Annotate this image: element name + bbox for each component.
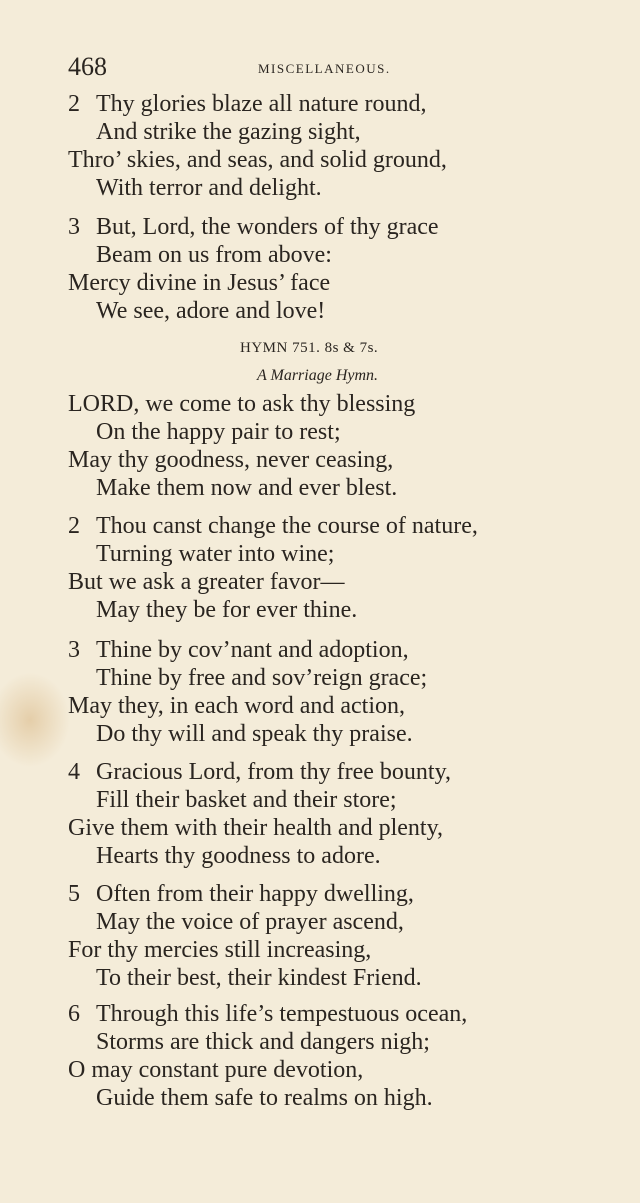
verse-line: But we ask a greater favor— [68,569,345,595]
stanza-number: 4 [68,759,80,785]
stanza-number: 3 [68,637,80,663]
verse-line: On the happy pair to rest; [96,419,341,445]
stanza-number: 5 [68,881,80,907]
verse-line: And strike the gazing sight, [96,119,361,145]
stanza [68,1000,467,1112]
verse-line: May thy goodness, never ceasing, [68,447,394,473]
verse-line: 3 But, Lord, the wonders of thy grace [68,214,439,240]
stanza [68,636,427,748]
verse-line: 2 Thy glories blaze all nature round, [68,91,427,117]
verse-line: Thro’ skies, and seas, and solid ground, [68,147,447,173]
verse-line: Give them with their health and plenty, [68,815,444,841]
stanza [68,758,451,870]
verse-line: 5 Often from their happy dwelling, [68,881,414,907]
stanza-number: 2 [68,513,80,539]
page-number: 468 [68,52,107,81]
verse-line: Make them now and ever blest. [96,475,398,501]
verse-line: O may constant pure devotion, [68,1057,364,1083]
verse-line: LORD, we come to ask thy blessing [68,391,416,417]
running-head: MISCELLANEOUS. [258,61,391,76]
stanza [68,390,415,502]
verse-line: Beam on us from above: [96,242,332,268]
verse-line: May the voice of prayer ascend, [96,909,404,935]
verse-line: To their best, their kindest Friend. [96,965,422,991]
verse-line: Thine by free and sov’reign grace; [96,665,428,691]
verse-line: With terror and delight. [96,175,322,201]
stanza-number: 2 [68,91,80,117]
verse-line: 6 Through this life’s tempestuous ocean, [68,1001,468,1027]
verse-line: Do thy will and speak thy praise. [96,721,413,747]
verse-line: Turning water into wine; [96,541,335,567]
verse-line: 2 Thou canst change the course of nature, [68,513,478,539]
verse-line: We see, adore and love! [96,298,326,324]
verse-line: For thy mercies still increasing, [68,937,372,963]
verse-line: May they be for ever thine. [96,597,358,623]
page-header [68,52,548,82]
stanza-number: 3 [68,214,80,240]
stanza [68,880,422,992]
verse-line: 3 Thine by cov’nant and adoption, [68,637,409,663]
stanza [68,512,478,624]
stanza [68,90,447,202]
verse-line: 4 Gracious Lord, from thy free bounty, [68,759,452,785]
verse-line: Fill their basket and their store; [96,787,397,813]
verse-line: Guide them safe to realms on high. [96,1085,433,1111]
hymn-subtitle: A Marriage Hymn. [257,367,379,384]
stanza-number: 6 [68,1001,80,1027]
hymn-header: HYMN 751. 8s & 7s. [240,340,379,356]
verse-line: Mercy divine in Jesus’ face [68,270,331,296]
verse-line: Hearts thy goodness to adore. [96,843,381,869]
verse-line: Storms are thick and dangers nigh; [96,1029,430,1055]
verse-line: May they, in each word and action, [68,693,405,719]
stanza [68,213,439,325]
